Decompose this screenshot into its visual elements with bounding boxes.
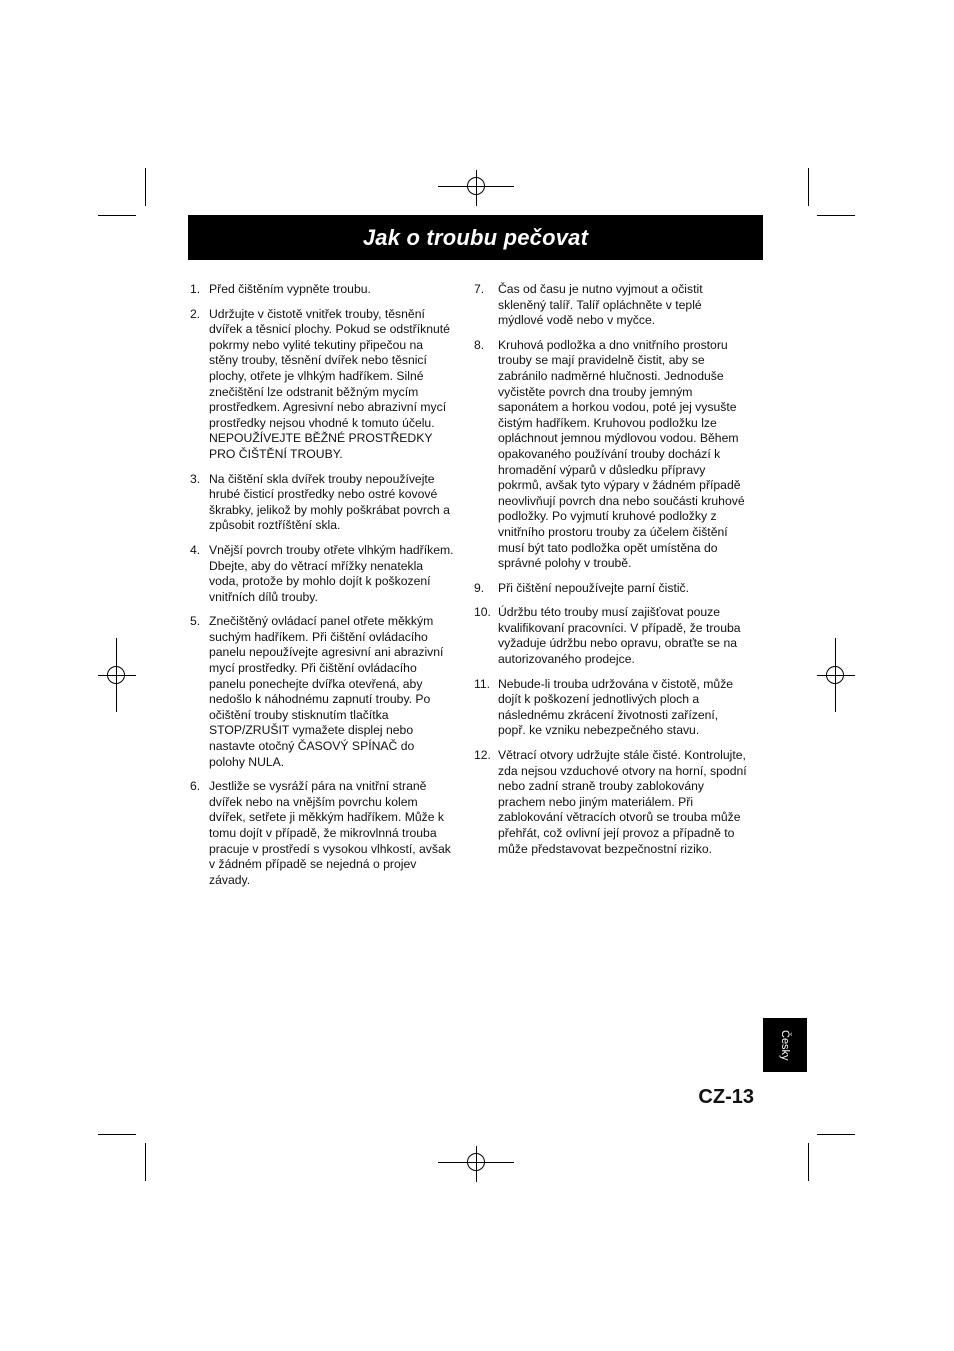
- list-item: [190, 307, 465, 463]
- item-text: Při čištění nepoužívejte parní čistič.: [498, 580, 690, 595]
- list-item: [474, 748, 759, 857]
- item-number: 5.: [190, 614, 201, 629]
- item-text: Udržujte v čistotě vnitřek trouby, těsnění dvířek a těsnicí plochy. Pokud se odstříknuté pokrmy nebo vylité tekutiny připečou na stěny trouby, těsnění dvířek nebo těsnicí plochy, otřete je vlhkým hadříkem. Silné znečištění lze odstranit běžným mycím prostředkem. Agresivní nebo abrazivní mycí prostředky nejsou vhodné k tomuto účelu. NEPOUŽÍVEJTE BĚŽNÉ PROSTŘEDKY PRO ČIŠTĚNÍ TROUBY.: [209, 306, 450, 461]
- item-number: 10.: [474, 605, 491, 620]
- item-text: Znečištěný ovládací panel otřete měkkým suchým hadříkem. Při čištění ovládacího panelu nepoužívejte agresivní ani abrazivní mycí prostředky. Při čištění ovládacího panelu ponechejte dvířka otevřená, aby nedošlo k náhodnému zapnutí trouby. Po očištění trouby stisknutím tlačítka STOP/ZRUŠIT vymažete displej nebo nastavte otočný ČASOVÝ SPÍNAČ do polohy NULA.: [209, 614, 444, 769]
- list-item: [190, 614, 465, 770]
- page-title: Jak o troubu pečovat: [362, 224, 589, 250]
- list-item: [474, 338, 759, 572]
- item-number: 3.: [190, 471, 201, 486]
- item-text: Na čištění skla dvířek trouby nepoužívejte hrubé čisticí prostředky nebo ostré kovové škrabky, jelikož by mohly poškrábat povrch a způsobit roztříštění skla.: [209, 471, 450, 533]
- list-item: [190, 472, 465, 534]
- item-text: Vnější povrch trouby otřete vlhkým hadříkem. Dbejte, aby do větrací mřížky nenatekla voda, protože by mohlo dojít k poškození vnitřních dílů trouby.: [209, 542, 454, 604]
- list-item: [474, 605, 759, 667]
- item-number: 2.: [190, 306, 201, 321]
- item-text: Údržbu této trouby musí zajišťovat pouze kvalifikovaní pracovníci. V případě, že trouba vyžaduje údržbu nebo opravu, obraťte se na autorizovaného prodejce.: [498, 605, 741, 667]
- language-tab: [763, 1018, 807, 1072]
- list-item: [474, 282, 759, 329]
- item-number: 8.: [474, 337, 485, 352]
- item-number: 7.: [474, 282, 485, 296]
- item-number: 12.: [474, 748, 491, 763]
- item-number: 1.: [190, 282, 201, 296]
- item-number: 4.: [190, 542, 201, 557]
- item-number: 11.: [474, 676, 491, 691]
- item-text: Nebude-li trouba udržována v čistotě, může dojít k poškození jednotlivých ploch a následnému zkrácení životnosti zařízení, popř. ke vzniku nebezpečného stavu.: [498, 676, 734, 738]
- right-column: [474, 282, 759, 866]
- page-number: CZ-13: [698, 1086, 754, 1108]
- language-label: Česky: [779, 1029, 791, 1061]
- list-item: [190, 282, 465, 298]
- list-item: [190, 779, 465, 888]
- left-column: [190, 282, 465, 897]
- item-text: Větrací otvory udržujte stále čisté. Kontrolujte, zda nejsou vzduchové otvory na horní, spodní nebo zadní straně trouby zablokovány prachem nebo jiným materiálem. Při zablokování větracích otvorů se trouba může přehřát, což ovlivní její provoz a případně to může představovat bezpečnostní riziko.: [498, 748, 747, 856]
- item-text: Jestliže se vysráží pára na vnitřní straně dvířek nebo na vnějším povrchu kolem dvířek, setřete ji měkkým hadříkem. Může k tomu dojít v případě, že mikrovlnná trouba pracuje v prostředí s vysokou vlhkostí, avšak v žádném případě se nejedná o projev závady.: [209, 779, 451, 887]
- item-number: 6.: [190, 779, 201, 794]
- list-item: [474, 581, 759, 597]
- item-text: Před čištěním vypněte troubu.: [209, 282, 371, 296]
- item-text: Kruhová podložka a dno vnitřního prostoru trouby se mají pravidelně čistit, aby se zabránilo nadměrné hlučnosti. Jednoduše vyčistěte povrch dna trouby jemným saponátem a horkou vodou, poté jej vysušte čistým hadříkem. Kruhovou podložku lze opláchnout jemnou mýdlovou vodou. Během opakovaného používání trouby dochází k hromadění výparů v důsledku přípravy pokrmů, avšak tyto výpary v žádném případě neovlivňují povrch dna nebo součásti kruhové podložky. Po vyjmutí kruhové podložky z vnitřního prostoru trouby za účelem čištění musí být tato podložka opět umístěna do správné polohy v troubě.: [498, 337, 745, 571]
- title-bar: [188, 215, 763, 260]
- item-text: Čas od času je nutno vyjmout a očistit skleněný talíř. Talíř opláchněte v teplé mýdlové vodě nebo v myčce.: [498, 282, 703, 328]
- list-item: [474, 677, 759, 739]
- list-item: [190, 543, 465, 605]
- item-number: 9.: [474, 580, 485, 595]
